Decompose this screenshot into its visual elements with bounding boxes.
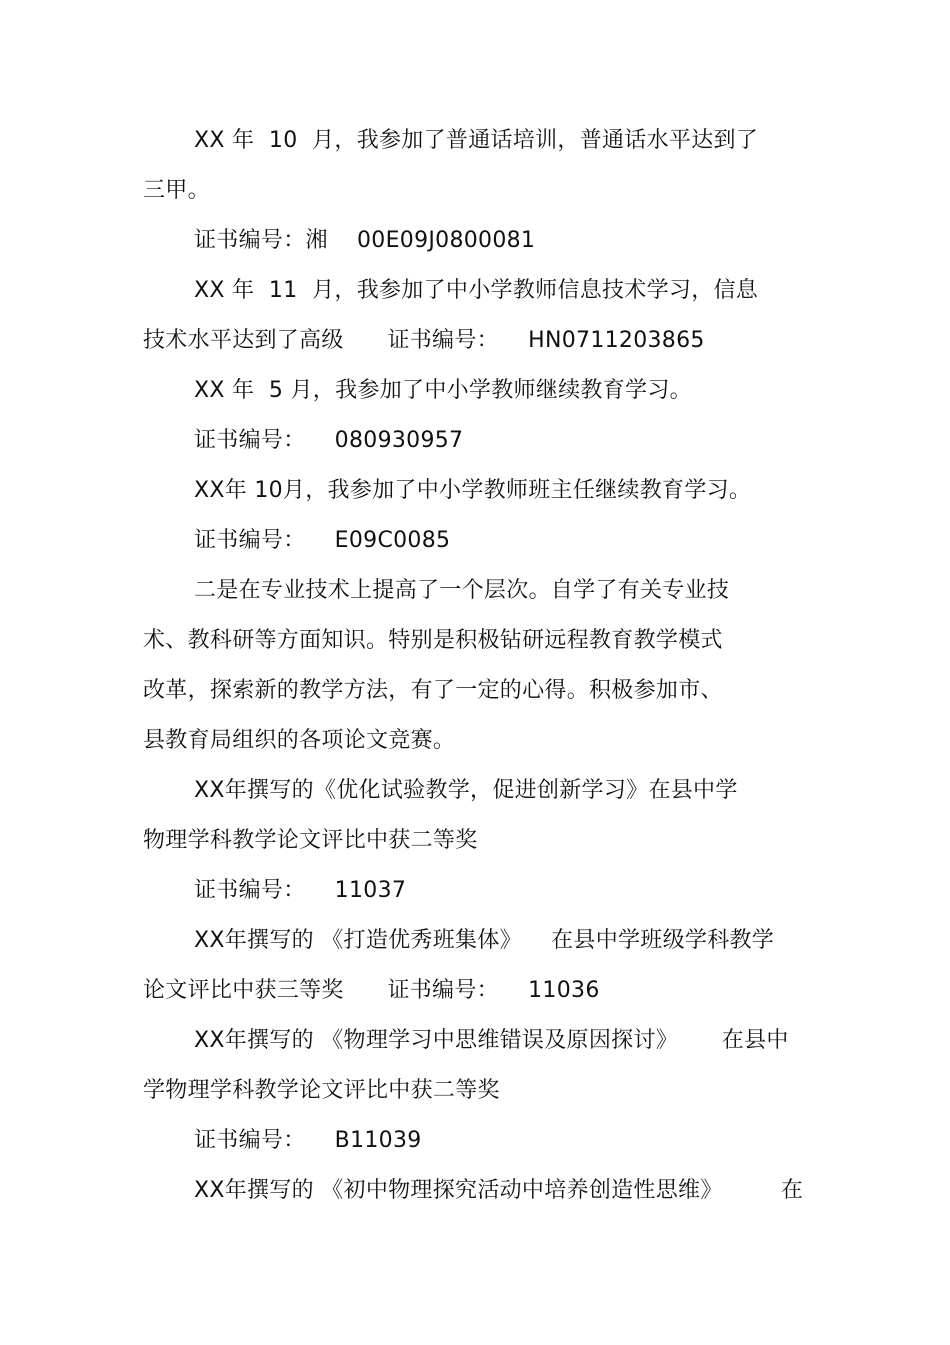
paragraph-line-8: 术、教科研等方面知识。特别是积极钻研远程教育教学模式 — [143, 628, 723, 653]
paragraph-line-12: 物理学科教学论文评比中获二等奖 — [143, 828, 478, 853]
paragraph-line-13: XX年撰写的 《打造优秀班集体》 在县中学班级学科教学 — [194, 928, 775, 953]
paragraph-line-1: XX 年 10 月，我参加了普通话培训，普通话水平达到了 — [194, 128, 759, 153]
paragraph-line-7: 二是在专业技术上提高了一个层次。自学了有关专业技 — [194, 578, 730, 603]
paragraph-line-16: 学物理学科教学论文评比中获二等奖 — [143, 1078, 500, 1103]
paragraph-line-10: 县教育局组织的各项论文竞赛。 — [143, 728, 456, 753]
paragraph-line-3: XX 年 11 月，我参加了中小学教师信息技术学习，信息 — [194, 278, 759, 303]
paragraph-line-6: XX年 10月，我参加了中小学教师班主任继续教育学习。 — [194, 478, 752, 503]
certificate-number-line: 证书编号： 080930957 — [194, 428, 464, 453]
paragraph-line-14: 论文评比中获三等奖 证书编号： 11036 — [143, 978, 600, 1003]
paragraph-line-11: XX年撰写的《优化试验教学，促进创新学习》在县中学 — [194, 778, 738, 803]
certificate-number-line: 证书编号： B11039 — [194, 1128, 422, 1153]
paragraph-line-4: 技术水平达到了高级 证书编号： HN0711203865 — [143, 328, 705, 353]
paragraph-line-9: 改革，探索新的教学方法，有了一定的心得。积极参加市、 — [143, 678, 723, 703]
certificate-number-line: 证书编号：湘 00E09J0800081 — [194, 228, 536, 253]
certificate-number-line: 证书编号： 11037 — [194, 878, 407, 903]
certificate-number-line: 证书编号： E09C0085 — [194, 528, 451, 553]
paragraph-line-2: 三甲。 — [143, 178, 210, 203]
paragraph-line-15: XX年撰写的 《物理学习中思维错误及原因探讨》 在县中 — [194, 1028, 789, 1053]
paragraph-line-17: XX年撰写的 《初中物理探究活动中培养创造性思维》 在 — [194, 1178, 804, 1203]
paragraph-line-5: XX 年 5 月，我参加了中小学教师继续教育学习。 — [194, 378, 692, 403]
